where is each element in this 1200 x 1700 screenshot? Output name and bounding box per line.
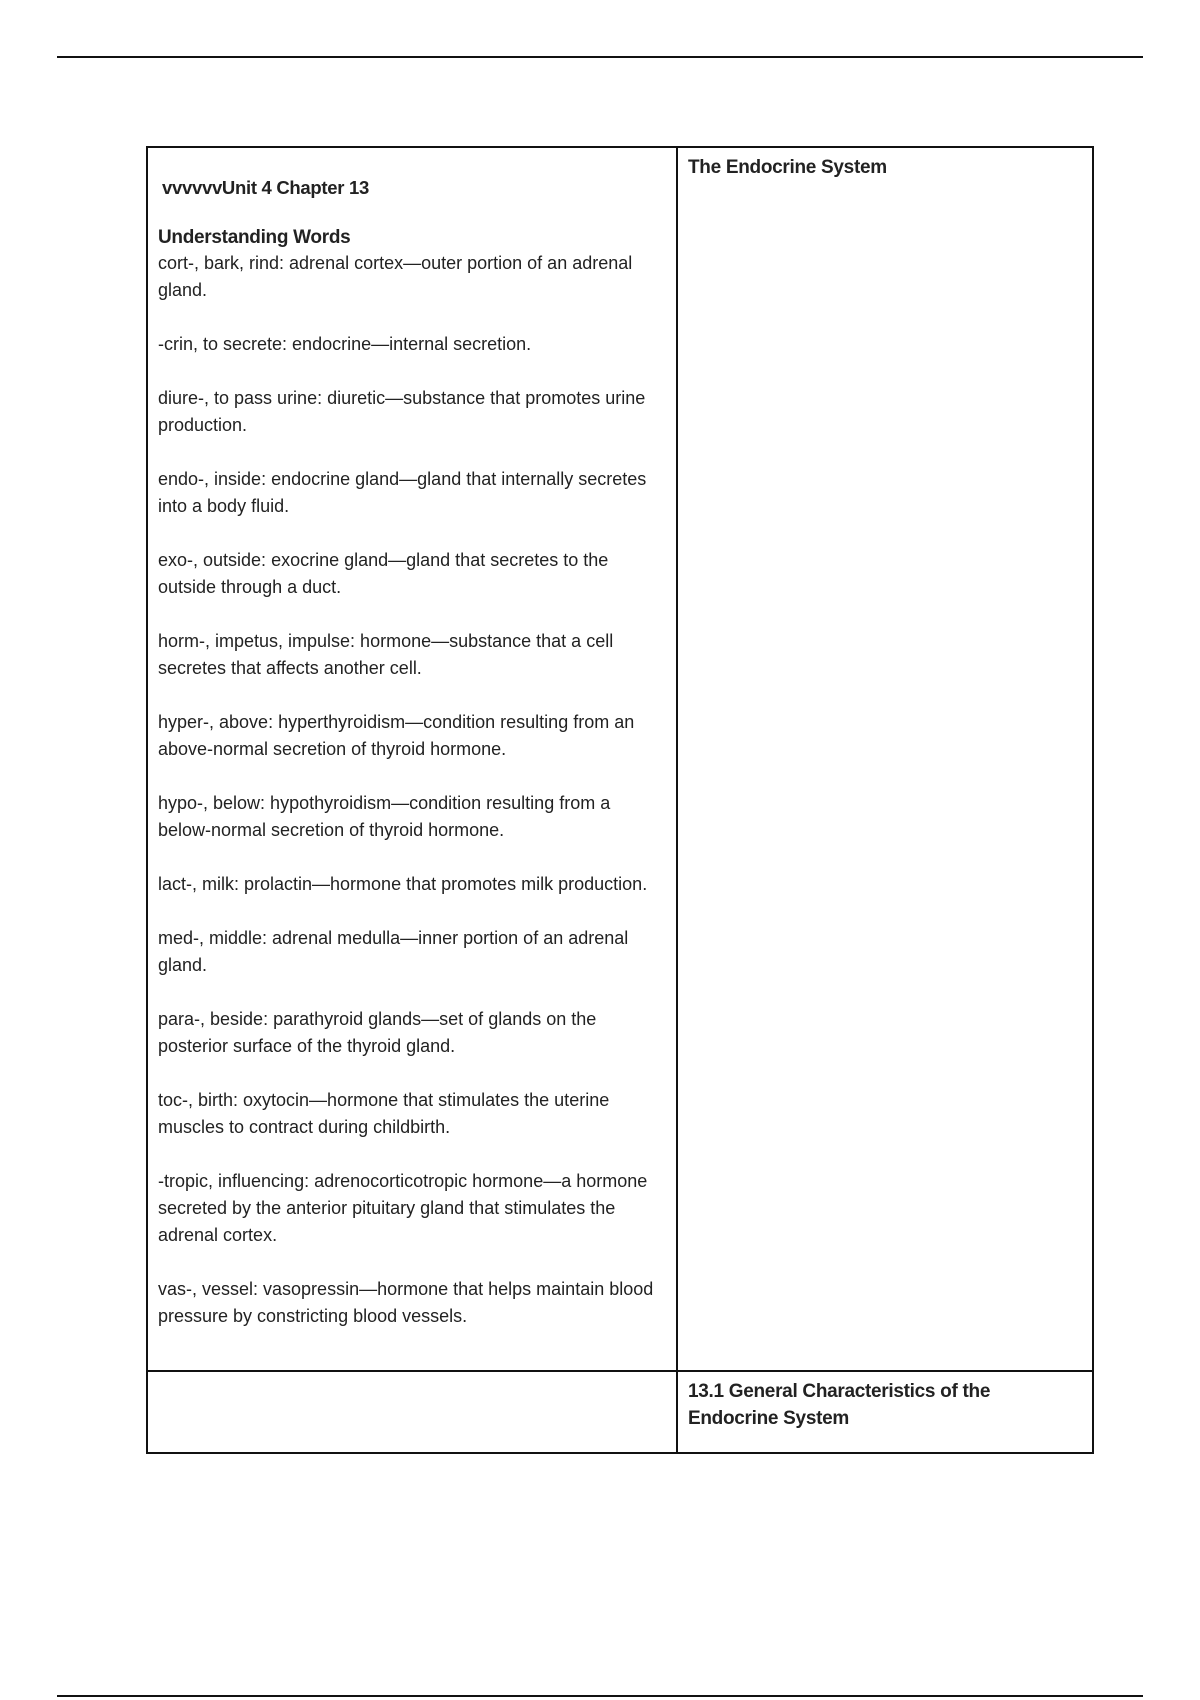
left-cell-empty: [147, 1371, 677, 1453]
chapter-heading: vvvvvvUnit 4 Chapter 13: [162, 177, 369, 198]
word-entry-exo: exo-, outside: exocrine gland—gland that secretes to the outside through a duct.: [158, 550, 609, 597]
top-rule: [57, 56, 1143, 58]
word-entry-cort: cort-, bark, rind: adrenal cortex—outer portion of an adrenal gland.: [158, 253, 633, 300]
word-entry-hypo: hypo-, below: hypothyroidism—condition resulting from a below-normal secretion of thyroid hormone.: [158, 793, 611, 840]
left-cell: [147, 147, 677, 1371]
right-cell: [677, 147, 1093, 1371]
word-entry-tropic: -tropic, influencing: adrenocorticotropic hormone—a hormone secreted by the anterior pituitary gland that stimulates the adrenal cortex.: [158, 1171, 648, 1245]
right-cell-section: [677, 1371, 1093, 1453]
left-cell-content: [148, 148, 676, 1330]
bottom-rule: [57, 1695, 1143, 1697]
word-entry-lact: lact-, milk: prolactin—hormone that promotes milk production.: [158, 874, 648, 894]
word-entry-med: med-, middle: adrenal medulla—inner portion of an adrenal gland.: [158, 928, 629, 975]
word-entry-crin: -crin, to secrete: endocrine—internal secretion.: [158, 334, 532, 354]
section-heading: Understanding Words: [158, 227, 351, 248]
word-list: [158, 250, 666, 1330]
word-entry-para: para-, beside: parathyroid glands—set of glands on the posterior surface of the thyroid gland.: [158, 1009, 597, 1056]
section-13-1-heading: 13.1 General Characteristics of the Endocrine System: [688, 1381, 991, 1429]
word-entry-hyper: hyper-, above: hyperthyroidism—condition resulting from an above-normal secretion of thyroid hormone.: [158, 712, 635, 759]
notes-table: [146, 146, 1094, 1454]
table-row: [147, 147, 1093, 1371]
word-entry-endo: endo-, inside: endocrine gland—gland that internally secretes into a body fluid.: [158, 469, 647, 516]
right-title: The Endocrine System: [688, 157, 887, 178]
table-row: [147, 1371, 1093, 1453]
word-entry-vas: vas-, vessel: vasopressin—hormone that helps maintain blood pressure by constricting blood vessels.: [158, 1279, 654, 1326]
right-cell-content: [678, 148, 1092, 181]
word-entry-toc: toc-, birth: oxytocin—hormone that stimulates the uterine muscles to contract during childbirth.: [158, 1090, 610, 1137]
word-entry-diure: diure-, to pass urine: diuretic—substance that promotes urine production.: [158, 388, 646, 435]
right-cell-section-content: [678, 1372, 1092, 1432]
word-entry-horm: horm-, impetus, impulse: hormone—substance that a cell secretes that affects another cell.: [158, 631, 614, 678]
